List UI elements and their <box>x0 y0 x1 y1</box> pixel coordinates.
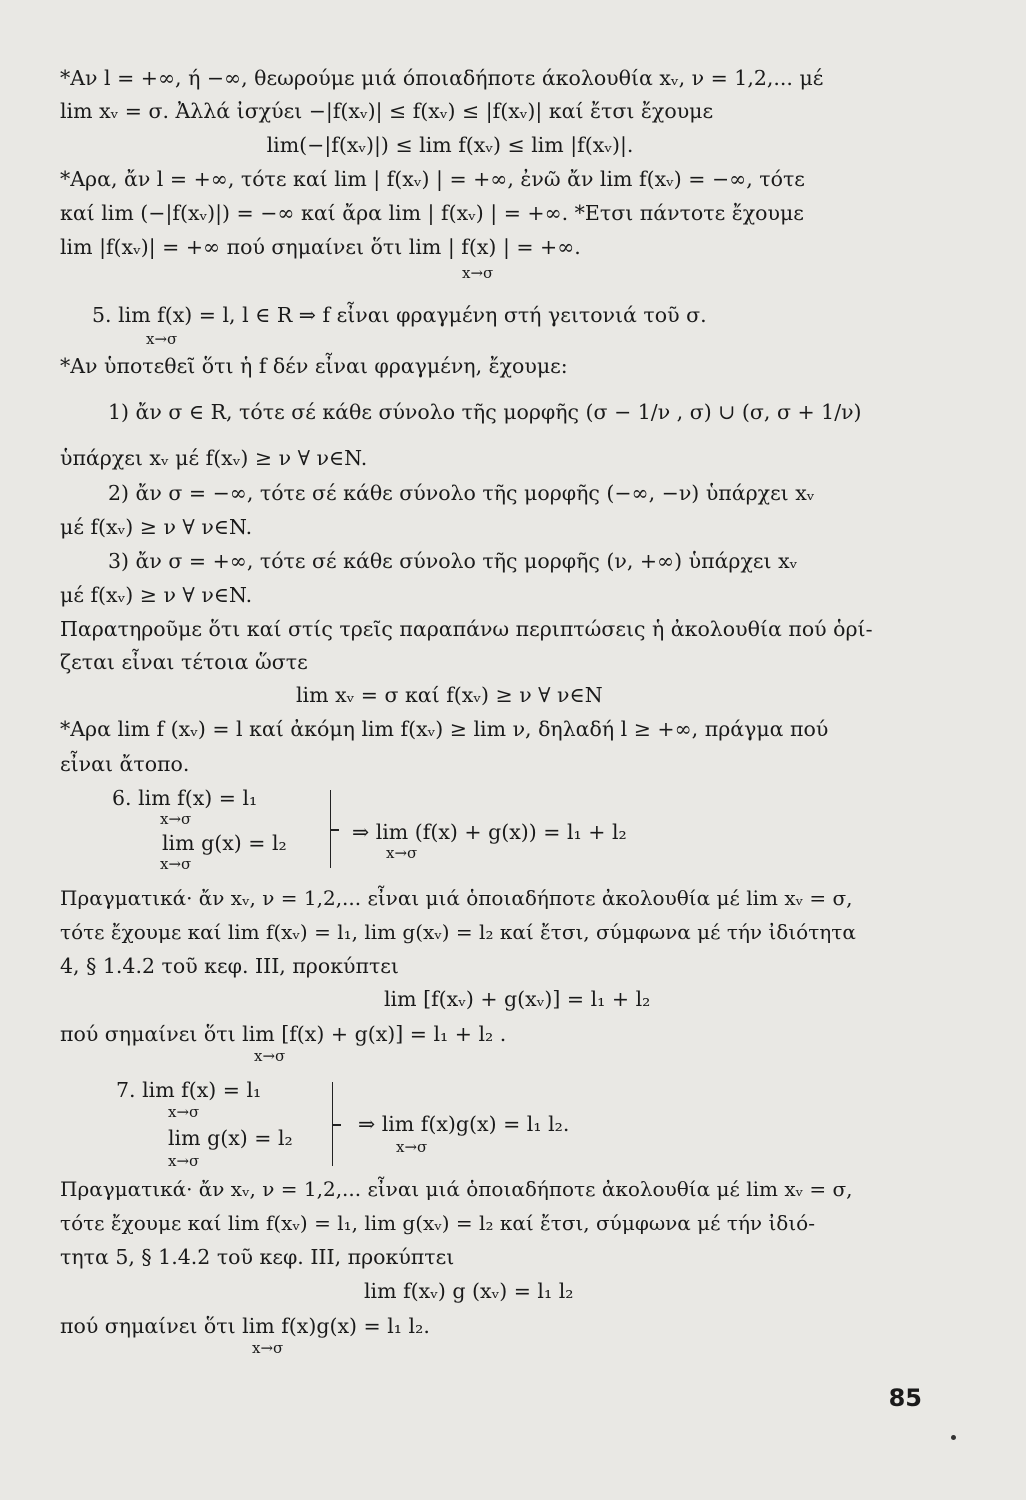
text-line: Πραγματικά· ἄν xᵥ, ν = 1,2,... εἶναι μιά ὁποιαδήποτε ἀκολουθία μέ lim xᵥ = σ, <box>60 1177 853 1201</box>
text-line: *Αρα, ἄν l = +∞, τότε καί lim | f(xᵥ) | = +∞, ἐνῶ ἄν lim f(xᵥ) = −∞, τότε <box>60 167 805 191</box>
formula-line: lim f(xᵥ) g (xᵥ) = l₁ l₂ <box>364 1279 574 1303</box>
limit-subscript: x→σ <box>462 264 494 282</box>
property-5-statement: 5. lim f(x) = l, l ∈ R ⇒ f εἶναι φραγμένη στή γειτονιά τοῦ σ. <box>92 303 707 327</box>
limit-subscript: x→σ <box>160 855 192 873</box>
text-line: ὑπάρχει xᵥ μέ f(xᵥ) ≥ ν ∀ ν∈N. <box>60 446 368 470</box>
limit-subscript: x→σ <box>168 1103 200 1121</box>
limit-subscript: x→σ <box>252 1339 284 1357</box>
property-7-hyp-2: lim g(x) = l₂ <box>168 1126 293 1150</box>
print-speck <box>951 1435 956 1440</box>
text-line: μέ f(xᵥ) ≥ ν ∀ ν∈N. <box>60 583 253 607</box>
case-3: 3) ἄν σ = +∞, τότε σέ κάθε σύνολο τῆς μορφῆς (ν, +∞) ὑπάρχει xᵥ <box>108 549 798 573</box>
text-line: 4, § 1.4.2 τοῦ κεφ. III, προκύπτει <box>60 954 399 978</box>
limit-subscript: x→σ <box>146 330 178 348</box>
case-1: 1) ἄν σ ∈ R, τότε σέ κάθε σύνολο τῆς μορφῆς (σ − 1/ν , σ) ∪ (σ, σ + 1/ν) <box>108 400 862 424</box>
formula-line: lim xᵥ = σ καί f(xᵥ) ≥ ν ∀ ν∈N <box>296 683 603 707</box>
text-line: *Αρα lim f (xᵥ) = l καί ἀκόμη lim f(xᵥ) ≥ lim ν, δηλαδή l ≥ +∞, πράγμα πού <box>60 717 829 741</box>
limit-subscript: x→σ <box>160 810 192 828</box>
right-brace <box>318 1082 333 1166</box>
text-line: lim |f(xᵥ)| = +∞ πού σημαίνει ὅτι lim | f(x) | = +∞. <box>60 235 581 259</box>
text-line: εἶναι ἄτοπο. <box>60 752 190 776</box>
formula-line: lim [f(xᵥ) + g(xᵥ)] = l₁ + l₂ <box>384 987 651 1011</box>
text-line: Πραγματικά· ἄν xᵥ, ν = 1,2,... εἶναι μιά ὁποιαδήποτε ἀκολουθία μέ lim xᵥ = σ, <box>60 886 853 910</box>
text-line: Παρατηροῦμε ὅτι καί στίς τρεῖς παραπάνω περιπτώσεις ἡ ἀκολουθία πού ὁρί- <box>60 617 873 641</box>
text-line: τότε ἔχουμε καί lim f(xᵥ) = l₁, lim g(xᵥ) = l₂ καί ἔτσι, σύμφωνα μέ τήν ἰδιότητα <box>60 920 856 944</box>
limit-subscript: x→σ <box>168 1152 200 1170</box>
limit-subscript: x→σ <box>386 844 418 862</box>
property-6-conclusion: ⇒ lim (f(x) + g(x)) = l₁ + l₂ <box>352 820 627 844</box>
text-line: πού σημαίνει ὅτι lim [f(x) + g(x)] = l₁ + l₂ . <box>60 1022 507 1046</box>
text-line: τότε ἔχουμε καί lim f(xᵥ) = l₁, lim g(xᵥ) = l₂ καί ἔτσι, σύμφωνα μέ τήν ἰδιό- <box>60 1211 815 1235</box>
text-line: καί lim (−|f(xᵥ)|) = −∞ καί ἄρα lim | f(xᵥ) | = +∞. *Ετσι πάντοτε ἔχουμε <box>60 201 804 225</box>
text-line: *Αν l = +∞, ή −∞, θεωρούμε μιά όποιαδήποτε άκολουθία xᵥ, ν = 1,2,... μέ <box>60 66 824 90</box>
property-6-hyp-1: 6. lim f(x) = l₁ <box>112 786 258 810</box>
text-line: ζεται εἶναι τέτοια ὥστε <box>60 650 308 674</box>
limit-subscript: x→σ <box>396 1138 428 1156</box>
property-6-hyp-2: lim g(x) = l₂ <box>162 831 287 855</box>
text-line: *Αν ὑποτεθεῖ ὅτι ἡ f δέν εἶναι φραγμένη, ἔχουμε: <box>60 354 568 378</box>
property-7-conclusion: ⇒ lim f(x)g(x) = l₁ l₂. <box>358 1112 570 1136</box>
text-line: lim xᵥ = σ. Ἀλλά ἰσχύει −|f(xᵥ)| ≤ f(xᵥ) ≤ |f(xᵥ)| καί ἔτσι ἔχουμε <box>60 99 714 123</box>
property-7-hyp-1: 7. lim f(x) = l₁ <box>116 1078 262 1102</box>
text-line: πού σημαίνει ὅτι lim f(x)g(x) = l₁ l₂. <box>60 1314 430 1338</box>
limit-subscript: x→σ <box>254 1047 286 1065</box>
case-2: 2) ἄν σ = −∞, τότε σέ κάθε σύνολο τῆς μορφῆς (−∞, −ν) ὑπάρχει xᵥ <box>108 481 815 505</box>
formula-line: lim(−|f(xᵥ)|) ≤ lim f(xᵥ) ≤ lim |f(xᵥ)|. <box>266 133 634 157</box>
right-brace <box>316 790 331 868</box>
page-number: 85 <box>888 1384 922 1412</box>
text-line: τητα 5, § 1.4.2 τοῦ κεφ. III, προκύπτει <box>60 1245 455 1269</box>
text-line: μέ f(xᵥ) ≥ ν ∀ ν∈N. <box>60 515 253 539</box>
